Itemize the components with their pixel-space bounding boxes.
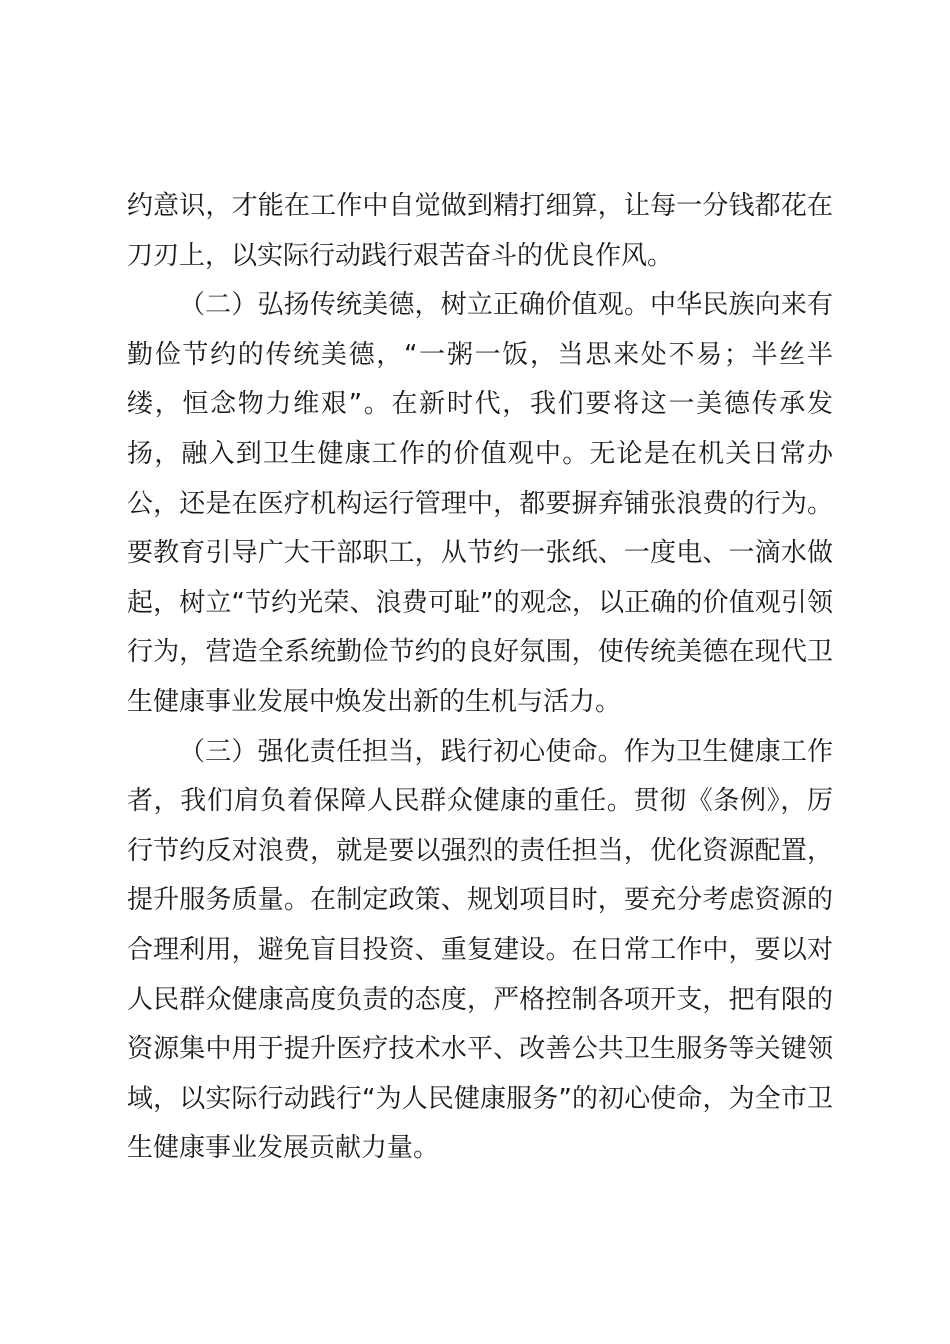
paragraph-section-two: （二）弘扬传统美德，树立正确价值观。中华民族向来有勤俭节约的传统美德，“一粥一饭，当思来处不易；半丝半缕，恒念物力维艰”。在新时代，我们要将这一美德传承发扬，融入到卫生健康工作的价值观中。无论是在机关日常办公，还是在医疗机构运行管理中，都要摒弃铺张浪费的行为。要教育引导广大干部职工，从节约一张纸、一度电、一滴水做起，树立“节约光荣、浪费可耻”的观念，以正确的价值观引领行为，营造全系统勤俭节约的良好氛围，使传统美德在现代卫生健康事业发展中焕发出新的生机与活力。 (127, 290, 833, 717)
paragraph-section-three: （三）强化责任担当，践行初心使命。作为卫生健康工作者，我们肩负着保障人民群众健康的重任。贯彻《条例》，厉行节约反对浪费，就是要以强烈的责任担当，优化资源配置，提升服务质量。在制定政策、规划项目时，要充分考虑资源的合理利用，避免盲目投资、重复建设。在日常工作中，要以对人民群众健康高度负责的态度，严格控制各项开支，把有限的资源集中用于提升医疗技术水平、改善公共卫生服务等关键领域，以实际行动践行“为人民健康服务”的初心使命，为全市卫生健康事业发展贡献力量。 (127, 736, 833, 1164)
document-body (127, 182, 833, 1174)
paragraph-continuation: 约意识，才能在工作中自觉做到精打细算，让每一分钱都花在刀刃上，以实际行动践行艰苦奋斗的优良作风。 (127, 191, 833, 271)
